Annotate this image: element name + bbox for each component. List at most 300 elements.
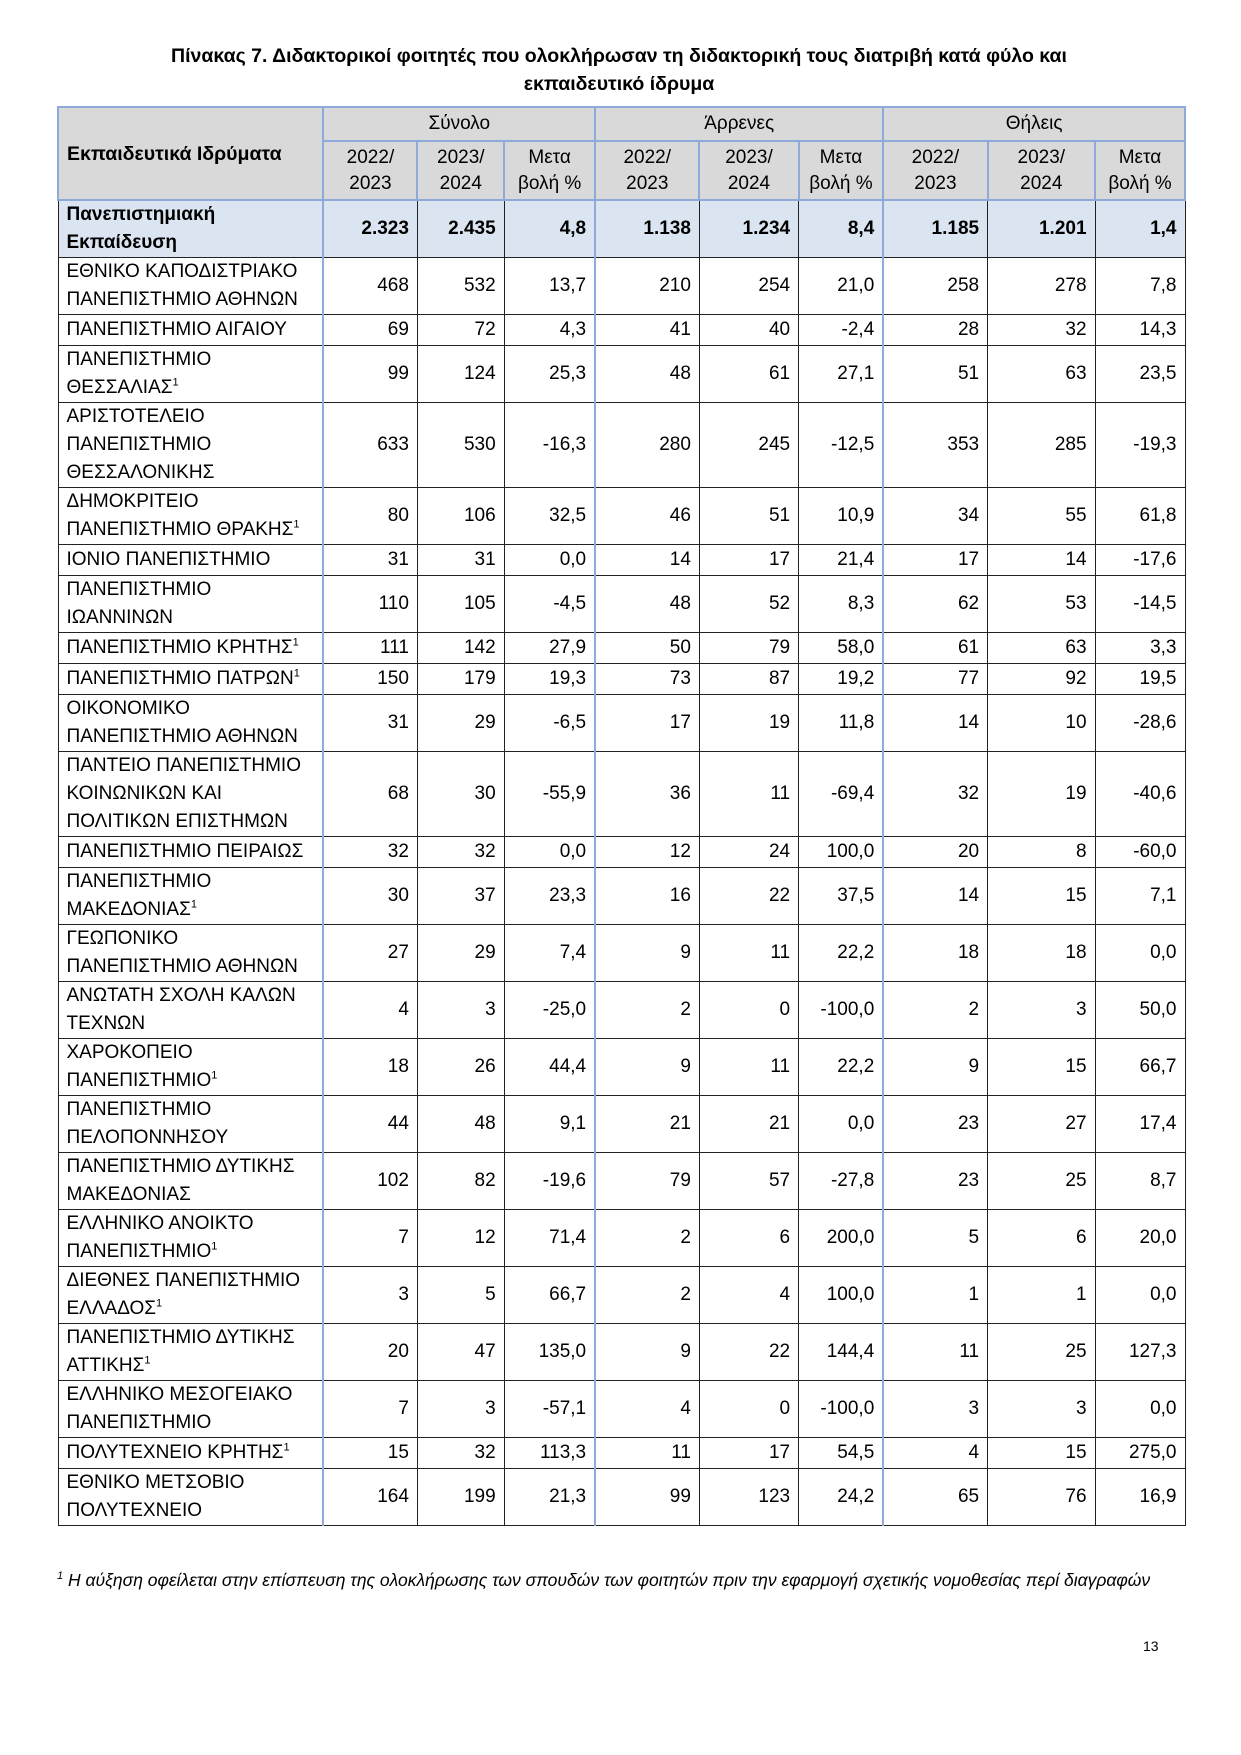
table-cell: 3 — [988, 982, 1095, 1039]
table-row — [58, 1469, 1185, 1526]
table-cell: 7,4 — [504, 925, 595, 982]
table-cell: 54,5 — [799, 1438, 884, 1469]
table-cell: 0,0 — [504, 545, 595, 576]
table-cell: 52 — [699, 576, 798, 633]
table-row — [58, 752, 1185, 837]
table-row — [58, 576, 1185, 633]
table-cell: 144,4 — [799, 1324, 884, 1381]
table-cell: 25 — [988, 1153, 1095, 1210]
header-year-2022-2023: 2022/ 2023 — [595, 141, 699, 200]
table-cell: 50 — [595, 633, 699, 664]
table-title — [57, 42, 1181, 98]
table-cell: 32 — [323, 837, 417, 868]
table-cell: 8,7 — [1095, 1153, 1185, 1210]
table-cell: 3,3 — [1095, 633, 1185, 664]
table-cell: -17,6 — [1095, 545, 1185, 576]
institution-name: ΑΡΙΣΤΟΤΕΛΕΙΟ ΠΑΝΕΠΙΣΤΗΜΙΟ ΘΕΣΣΑΛΟΝΙΚΗΣ — [58, 403, 323, 488]
table-cell: -6,5 — [504, 695, 595, 752]
table-cell: 353 — [883, 403, 987, 488]
table-cell: 29 — [417, 925, 504, 982]
table-cell: 4 — [323, 982, 417, 1039]
table-cell: 3 — [417, 982, 504, 1039]
institution-name: ΠΟΛΥΤΕΧΝΕΙΟ ΚΡΗΤΗΣ$^1$ — [58, 1438, 323, 1469]
footnote-reference: 1 — [172, 376, 179, 389]
table-cell: 53 — [988, 576, 1095, 633]
institution-name: ΠΑΝΕΠΙΣΤΗΜΙΟ ΠΑΤΡΩΝ$^1$ — [58, 664, 323, 695]
table-cell: 100,0 — [799, 1267, 884, 1324]
table-cell: 19 — [988, 752, 1095, 837]
table-row — [58, 1438, 1185, 1469]
table-cell: 124 — [417, 346, 504, 403]
table-cell: 9 — [595, 1039, 699, 1096]
footnote-reference: 1 — [144, 1354, 151, 1367]
table-cell: 1 — [988, 1267, 1095, 1324]
total-row-label: Πανεπιστημιακή Εκπαίδευση — [58, 200, 323, 258]
table-cell: 61 — [883, 633, 987, 664]
table-cell: 19,3 — [504, 664, 595, 695]
table-cell: 21 — [595, 1096, 699, 1153]
table-cell: 7,8 — [1095, 258, 1185, 315]
table-cell: 47 — [417, 1324, 504, 1381]
table-cell: 44 — [323, 1096, 417, 1153]
doctoral-graduates-table — [57, 106, 1186, 1526]
header-year-2023-2024: 2023/ 2024 — [417, 141, 504, 200]
table-cell: 275,0 — [1095, 1438, 1185, 1469]
table-cell: -4,5 — [504, 576, 595, 633]
institution-name: ΠΑΝΕΠΙΣΤΗΜΙΟ ΔΥΤΙΚΗΣ ΜΑΚΕΔΟΝΙΑΣ — [58, 1153, 323, 1210]
institution-name: ΕΘΝΙΚΟ ΚΑΠΟΔΙΣΤΡΙΑΚΟ ΠΑΝΕΠΙΣΤΗΜΙΟ ΑΘΗΝΩΝ — [58, 258, 323, 315]
table-cell: 37,5 — [799, 868, 884, 925]
table-cell: 30 — [323, 868, 417, 925]
table-cell: 3 — [988, 1381, 1095, 1438]
table-cell: 111 — [323, 633, 417, 664]
table-cell: 68 — [323, 752, 417, 837]
table-cell: 40 — [699, 315, 798, 346]
table-cell: 0,0 — [504, 837, 595, 868]
table-cell: 532 — [417, 258, 504, 315]
table-cell: 199 — [417, 1469, 504, 1526]
footnote-reference: 1 — [190, 898, 197, 911]
table-cell: 57 — [699, 1153, 798, 1210]
table-cell: 3 — [417, 1381, 504, 1438]
footnote — [57, 1568, 1187, 1593]
table-cell: 5 — [883, 1210, 987, 1267]
table-cell: -16,3 — [504, 403, 595, 488]
total-row — [58, 200, 1185, 258]
table-cell: -55,9 — [504, 752, 595, 837]
header-group-female: Θήλεις — [883, 107, 1185, 141]
institution-name: ΧΑΡΟΚΟΠΕΙΟ ΠΑΝΕΠΙΣΤΗΜΙΟ$^1$ — [58, 1039, 323, 1096]
table-cell: -57,1 — [504, 1381, 595, 1438]
table-cell: 14 — [595, 545, 699, 576]
table-cell: 2 — [595, 982, 699, 1039]
table-cell: 0,0 — [1095, 925, 1185, 982]
table-cell: 76 — [988, 1469, 1095, 1526]
table-cell: 55 — [988, 488, 1095, 545]
institution-name: ΓΕΩΠΟΝΙΚΟ ΠΑΝΕΠΙΣΤΗΜΙΟ ΑΘΗΝΩΝ — [58, 925, 323, 982]
table-row — [58, 664, 1185, 695]
table-cell: 11 — [699, 752, 798, 837]
table-cell: 0 — [699, 982, 798, 1039]
table-cell: -28,6 — [1095, 695, 1185, 752]
table-cell: -14,5 — [1095, 576, 1185, 633]
table-cell: 31 — [323, 695, 417, 752]
table-cell: 278 — [988, 258, 1095, 315]
table-cell: 9 — [883, 1039, 987, 1096]
table-cell: 72 — [417, 315, 504, 346]
table-cell: 142 — [417, 633, 504, 664]
table-cell: 61,8 — [1095, 488, 1185, 545]
table-cell: 7,1 — [1095, 868, 1185, 925]
table-cell: -25,0 — [504, 982, 595, 1039]
table-row — [58, 1267, 1185, 1324]
institution-name: ΟΙΚΟΝΟΜΙΚΟ ΠΑΝΕΠΙΣΤΗΜΙΟ ΑΘΗΝΩΝ — [58, 695, 323, 752]
table-cell: 12 — [595, 837, 699, 868]
table-cell: 258 — [883, 258, 987, 315]
institution-name: ΠΑΝΕΠΙΣΤΗΜΙΟ ΔΥΤΙΚΗΣ ΑΤΤΙΚΗΣ$^1$ — [58, 1324, 323, 1381]
table-cell: 51 — [883, 346, 987, 403]
table-cell: 69 — [323, 315, 417, 346]
table-cell: 48 — [595, 576, 699, 633]
table-cell: 6 — [988, 1210, 1095, 1267]
table-cell: 61 — [699, 346, 798, 403]
table-cell: 11 — [595, 1438, 699, 1469]
table-cell: 17 — [595, 695, 699, 752]
table-cell: 34 — [883, 488, 987, 545]
table-cell: 15 — [988, 1438, 1095, 1469]
table-cell: 66,7 — [1095, 1039, 1185, 1096]
table-cell: 24,2 — [799, 1469, 884, 1526]
table-cell: 127,3 — [1095, 1324, 1185, 1381]
table-cell: 164 — [323, 1469, 417, 1526]
table-cell: 21,3 — [504, 1469, 595, 1526]
header-change-percent: Μετα βολή % — [504, 141, 595, 200]
footnote-reference: 1 — [292, 636, 299, 649]
table-cell: 0 — [699, 1381, 798, 1438]
table-row — [58, 258, 1185, 315]
table-cell: 12 — [417, 1210, 504, 1267]
table-cell: -60,0 — [1095, 837, 1185, 868]
institution-name: ΠΑΝΕΠΙΣΤΗΜΙΟ ΠΕΛΟΠΟΝΝΗΣΟΥ — [58, 1096, 323, 1153]
table-cell: 41 — [595, 315, 699, 346]
table-cell: 17 — [883, 545, 987, 576]
table-cell: 32 — [417, 837, 504, 868]
table-cell: 100,0 — [799, 837, 884, 868]
table-cell: 15 — [323, 1438, 417, 1469]
table-cell: 13,7 — [504, 258, 595, 315]
table-cell: 102 — [323, 1153, 417, 1210]
table-cell: 77 — [883, 664, 987, 695]
table-cell: 15 — [988, 868, 1095, 925]
header-institutions: Εκπαιδευτικά Ιδρύματα — [58, 107, 323, 200]
table-cell: 18 — [883, 925, 987, 982]
table-cell: 20 — [883, 837, 987, 868]
table-cell: 280 — [595, 403, 699, 488]
table-cell: 0,0 — [1095, 1381, 1185, 1438]
page-number: 13 — [1143, 1638, 1159, 1654]
table-cell: 32 — [417, 1438, 504, 1469]
table-cell: 18 — [988, 925, 1095, 982]
table-cell: 2 — [595, 1210, 699, 1267]
table-cell: 20 — [323, 1324, 417, 1381]
table-cell: 0,0 — [799, 1096, 884, 1153]
table-cell: 92 — [988, 664, 1095, 695]
table-cell: 30 — [417, 752, 504, 837]
table-cell: 135,0 — [504, 1324, 595, 1381]
table-cell: 4 — [883, 1438, 987, 1469]
institution-name: ΠΑΝΕΠΙΣΤΗΜΙΟ ΜΑΚΕΔΟΝΙΑΣ$^1$ — [58, 868, 323, 925]
institution-name: ΠΑΝΕΠΙΣΤΗΜΙΟ ΠΕΙΡΑΙΩΣ — [58, 837, 323, 868]
table-cell: 21 — [699, 1096, 798, 1153]
table-cell: -40,6 — [1095, 752, 1185, 837]
table-cell: 28 — [883, 315, 987, 346]
table-cell: 23 — [883, 1153, 987, 1210]
table-cell: 1.234 — [699, 200, 798, 258]
table-cell: 17 — [699, 545, 798, 576]
table-cell: 63 — [988, 346, 1095, 403]
table-cell: 19,2 — [799, 664, 884, 695]
table-cell: 1.138 — [595, 200, 699, 258]
table-cell: -100,0 — [799, 1381, 884, 1438]
table-cell: 0,0 — [1095, 1267, 1185, 1324]
table-cell: 22 — [699, 868, 798, 925]
table-row — [58, 1096, 1185, 1153]
table-cell: 23,5 — [1095, 346, 1185, 403]
table-cell: 14 — [988, 545, 1095, 576]
table-cell: 27 — [988, 1096, 1095, 1153]
footnote-reference: 1 — [283, 1441, 290, 1454]
table-cell: 32 — [988, 315, 1095, 346]
table-cell: 22,2 — [799, 925, 884, 982]
table-row — [58, 346, 1185, 403]
table-cell: 113,3 — [504, 1438, 595, 1469]
table-cell: 11 — [883, 1324, 987, 1381]
table-cell: 2 — [595, 1267, 699, 1324]
table-cell: 66,7 — [504, 1267, 595, 1324]
table-cell: -12,5 — [799, 403, 884, 488]
table-cell: 23 — [883, 1096, 987, 1153]
table-cell: 1 — [883, 1267, 987, 1324]
table-cell: 22 — [699, 1324, 798, 1381]
table-cell: 58,0 — [799, 633, 884, 664]
table-cell: 23,3 — [504, 868, 595, 925]
table-cell: 10,9 — [799, 488, 884, 545]
table-cell: 27,1 — [799, 346, 884, 403]
table-cell: 7 — [323, 1381, 417, 1438]
table-cell: 25,3 — [504, 346, 595, 403]
institution-name: ΠΑΝΕΠΙΣΤΗΜΙΟ ΑΙΓΑΙΟΥ — [58, 315, 323, 346]
table-cell: 7 — [323, 1210, 417, 1267]
header-change-percent: Μετα βολή % — [1095, 141, 1185, 200]
table-cell: 31 — [323, 545, 417, 576]
table-cell: 1.201 — [988, 200, 1095, 258]
table-cell: 14 — [883, 868, 987, 925]
table-cell: -69,4 — [799, 752, 884, 837]
table-cell: 21,4 — [799, 545, 884, 576]
table-cell: 80 — [323, 488, 417, 545]
table-cell: 27 — [323, 925, 417, 982]
table-cell: 4 — [699, 1267, 798, 1324]
table-cell: 9 — [595, 925, 699, 982]
table-cell: 31 — [417, 545, 504, 576]
table-cell: 19,5 — [1095, 664, 1185, 695]
table-cell: 65 — [883, 1469, 987, 1526]
table-cell: 8 — [988, 837, 1095, 868]
table-cell: 1,4 — [1095, 200, 1185, 258]
table-cell: 32 — [883, 752, 987, 837]
table-cell: 1.185 — [883, 200, 987, 258]
table-cell: 179 — [417, 664, 504, 695]
table-cell: -100,0 — [799, 982, 884, 1039]
table-cell: 2.435 — [417, 200, 504, 258]
footnote-reference: 1 — [293, 518, 300, 531]
table-cell: 5 — [417, 1267, 504, 1324]
table-cell: 44,4 — [504, 1039, 595, 1096]
table-row — [58, 1153, 1185, 1210]
table-cell: 3 — [883, 1381, 987, 1438]
table-cell: 79 — [595, 1153, 699, 1210]
table-cell: 29 — [417, 695, 504, 752]
table-cell: 21,0 — [799, 258, 884, 315]
title-line-1: Πίνακας 7. Διδακτορικοί φοιτητές που ολοκλήρωσαν τη διδακτορική τους διατριβή κατά φύλο και — [171, 45, 1067, 67]
institution-name: ΕΘΝΙΚΟ ΜΕΤΣΟΒΙΟ ΠΟΛΥΤΕΧΝΕΙΟ — [58, 1469, 323, 1526]
table-cell: 210 — [595, 258, 699, 315]
table-cell: 22,2 — [799, 1039, 884, 1096]
institution-name: ΠΑΝΤΕΙΟ ΠΑΝΕΠΙΣΤΗΜΙΟ ΚΟΙΝΩΝΙΚΩΝ ΚΑΙ ΠΟΛΙΤΙΚΩΝ ΕΠΙΣΤΗΜΩΝ — [58, 752, 323, 837]
table-row — [58, 1324, 1185, 1381]
footnote-reference: 1 — [211, 1240, 218, 1253]
table-row — [58, 695, 1185, 752]
footnote-reference: 1 — [211, 1069, 218, 1082]
table-cell: 17 — [699, 1438, 798, 1469]
table-cell: 105 — [417, 576, 504, 633]
table-row — [58, 837, 1185, 868]
institution-name: ΑΝΩΤΑΤΗ ΣΧΟΛΗ ΚΑΛΩΝ ΤΕΧΝΩΝ — [58, 982, 323, 1039]
table-cell: 150 — [323, 664, 417, 695]
table-row — [58, 315, 1185, 346]
table-cell: 14,3 — [1095, 315, 1185, 346]
table-cell: 2.323 — [323, 200, 417, 258]
table-cell: 48 — [417, 1096, 504, 1153]
table-cell: 24 — [699, 837, 798, 868]
table-cell: 50,0 — [1095, 982, 1185, 1039]
table-cell: 16 — [595, 868, 699, 925]
footnote-reference: 1 — [156, 1297, 163, 1310]
table-cell: 17,4 — [1095, 1096, 1185, 1153]
table-row — [58, 1381, 1185, 1438]
institution-name: ΕΛΛΗΝΙΚΟ ΜΕΣΟΓΕΙΑΚΟ ΠΑΝΕΠΙΣΤΗΜΙΟ — [58, 1381, 323, 1438]
table-row — [58, 925, 1185, 982]
footnote-reference: 1 — [293, 667, 300, 680]
table-cell: 9 — [595, 1324, 699, 1381]
table-row — [58, 982, 1185, 1039]
table-cell: 10 — [988, 695, 1095, 752]
institution-name: ΠΑΝΕΠΙΣΤΗΜΙΟ ΘΕΣΣΑΛΙΑΣ$^1$ — [58, 346, 323, 403]
table-cell: 51 — [699, 488, 798, 545]
table-cell: 20,0 — [1095, 1210, 1185, 1267]
table-cell: 6 — [699, 1210, 798, 1267]
table-cell: 245 — [699, 403, 798, 488]
table-cell: 11 — [699, 1039, 798, 1096]
header-group-male: Άρρενες — [595, 107, 883, 141]
table-cell: 200,0 — [799, 1210, 884, 1267]
table-cell: 110 — [323, 576, 417, 633]
table-cell: 87 — [699, 664, 798, 695]
table-cell: 14 — [883, 695, 987, 752]
table-cell: 27,9 — [504, 633, 595, 664]
table-row — [58, 1039, 1185, 1096]
table-cell: 48 — [595, 346, 699, 403]
table-cell: 4 — [595, 1381, 699, 1438]
table-row — [58, 1210, 1185, 1267]
table-cell: 285 — [988, 403, 1095, 488]
table-cell: 254 — [699, 258, 798, 315]
institution-name: ΙΟΝΙΟ ΠΑΝΕΠΙΣΤΗΜΙΟ — [58, 545, 323, 576]
table-cell: 25 — [988, 1324, 1095, 1381]
footnote-text: Η αύξηση οφείλεται στην επίσπευση της ολοκλήρωσης των σπουδών των φοιτητών πριν την εφαρμογή σχετικής νομοθεσίας περί διαγραφών — [68, 1570, 1151, 1590]
table-cell: 62 — [883, 576, 987, 633]
table-cell: 4,3 — [504, 315, 595, 346]
table-cell: -19,6 — [504, 1153, 595, 1210]
table-cell: 36 — [595, 752, 699, 837]
table-row — [58, 868, 1185, 925]
header-group-total: Σύνολο — [323, 107, 595, 141]
table-cell: 2 — [883, 982, 987, 1039]
table-cell: 46 — [595, 488, 699, 545]
table-cell: 16,9 — [1095, 1469, 1185, 1526]
table-cell: 15 — [988, 1039, 1095, 1096]
institution-name: ΔΗΜΟΚΡΙΤΕΙΟ ΠΑΝΕΠΙΣΤΗΜΙΟ ΘΡΑΚΗΣ$^1$ — [58, 488, 323, 545]
institution-name: ΠΑΝΕΠΙΣΤΗΜΙΟ ΚΡΗΤΗΣ$^1$ — [58, 633, 323, 664]
table-cell: 73 — [595, 664, 699, 695]
table-cell: 123 — [699, 1469, 798, 1526]
table-cell: 4,8 — [504, 200, 595, 258]
table-cell: 99 — [323, 346, 417, 403]
table-row — [58, 403, 1185, 488]
table-cell: 79 — [699, 633, 798, 664]
table-row — [58, 488, 1185, 545]
table-cell: 3 — [323, 1267, 417, 1324]
institution-name: ΔΙΕΘΝΕΣ ΠΑΝΕΠΙΣΤΗΜΙΟ ΕΛΛΑΔΟΣ$^1$ — [58, 1267, 323, 1324]
header-year-2022-2023: 2022/ 2023 — [883, 141, 987, 200]
header-year-2023-2024: 2023/ 2024 — [988, 141, 1095, 200]
header-change-percent: Μετα βολή % — [799, 141, 884, 200]
table-cell: 530 — [417, 403, 504, 488]
table-row — [58, 633, 1185, 664]
table-cell: 63 — [988, 633, 1095, 664]
table-cell: 468 — [323, 258, 417, 315]
table-cell: -19,3 — [1095, 403, 1185, 488]
table-cell: -2,4 — [799, 315, 884, 346]
header-year-2023-2024: 2023/ 2024 — [699, 141, 798, 200]
institution-name: ΠΑΝΕΠΙΣΤΗΜΙΟ ΙΩΑΝΝΙΝΩΝ — [58, 576, 323, 633]
header-year-2022-2023: 2022/ 2023 — [323, 141, 417, 200]
table-cell: 99 — [595, 1469, 699, 1526]
table-row — [58, 545, 1185, 576]
title-line-2: εκπαιδευτικό ίδρυμα — [523, 73, 715, 95]
table-cell: 32,5 — [504, 488, 595, 545]
table-cell: 37 — [417, 868, 504, 925]
table-cell: 71,4 — [504, 1210, 595, 1267]
institution-name: ΕΛΛΗΝΙΚΟ ΑΝΟΙΚΤΟ ΠΑΝΕΠΙΣΤΗΜΙΟ$^1$ — [58, 1210, 323, 1267]
table-cell: 9,1 — [504, 1096, 595, 1153]
table-cell: 19 — [699, 695, 798, 752]
table-cell: 8,3 — [799, 576, 884, 633]
table-cell: 633 — [323, 403, 417, 488]
table-cell: 11,8 — [799, 695, 884, 752]
table-cell: 82 — [417, 1153, 504, 1210]
table-cell: 8,4 — [799, 200, 884, 258]
